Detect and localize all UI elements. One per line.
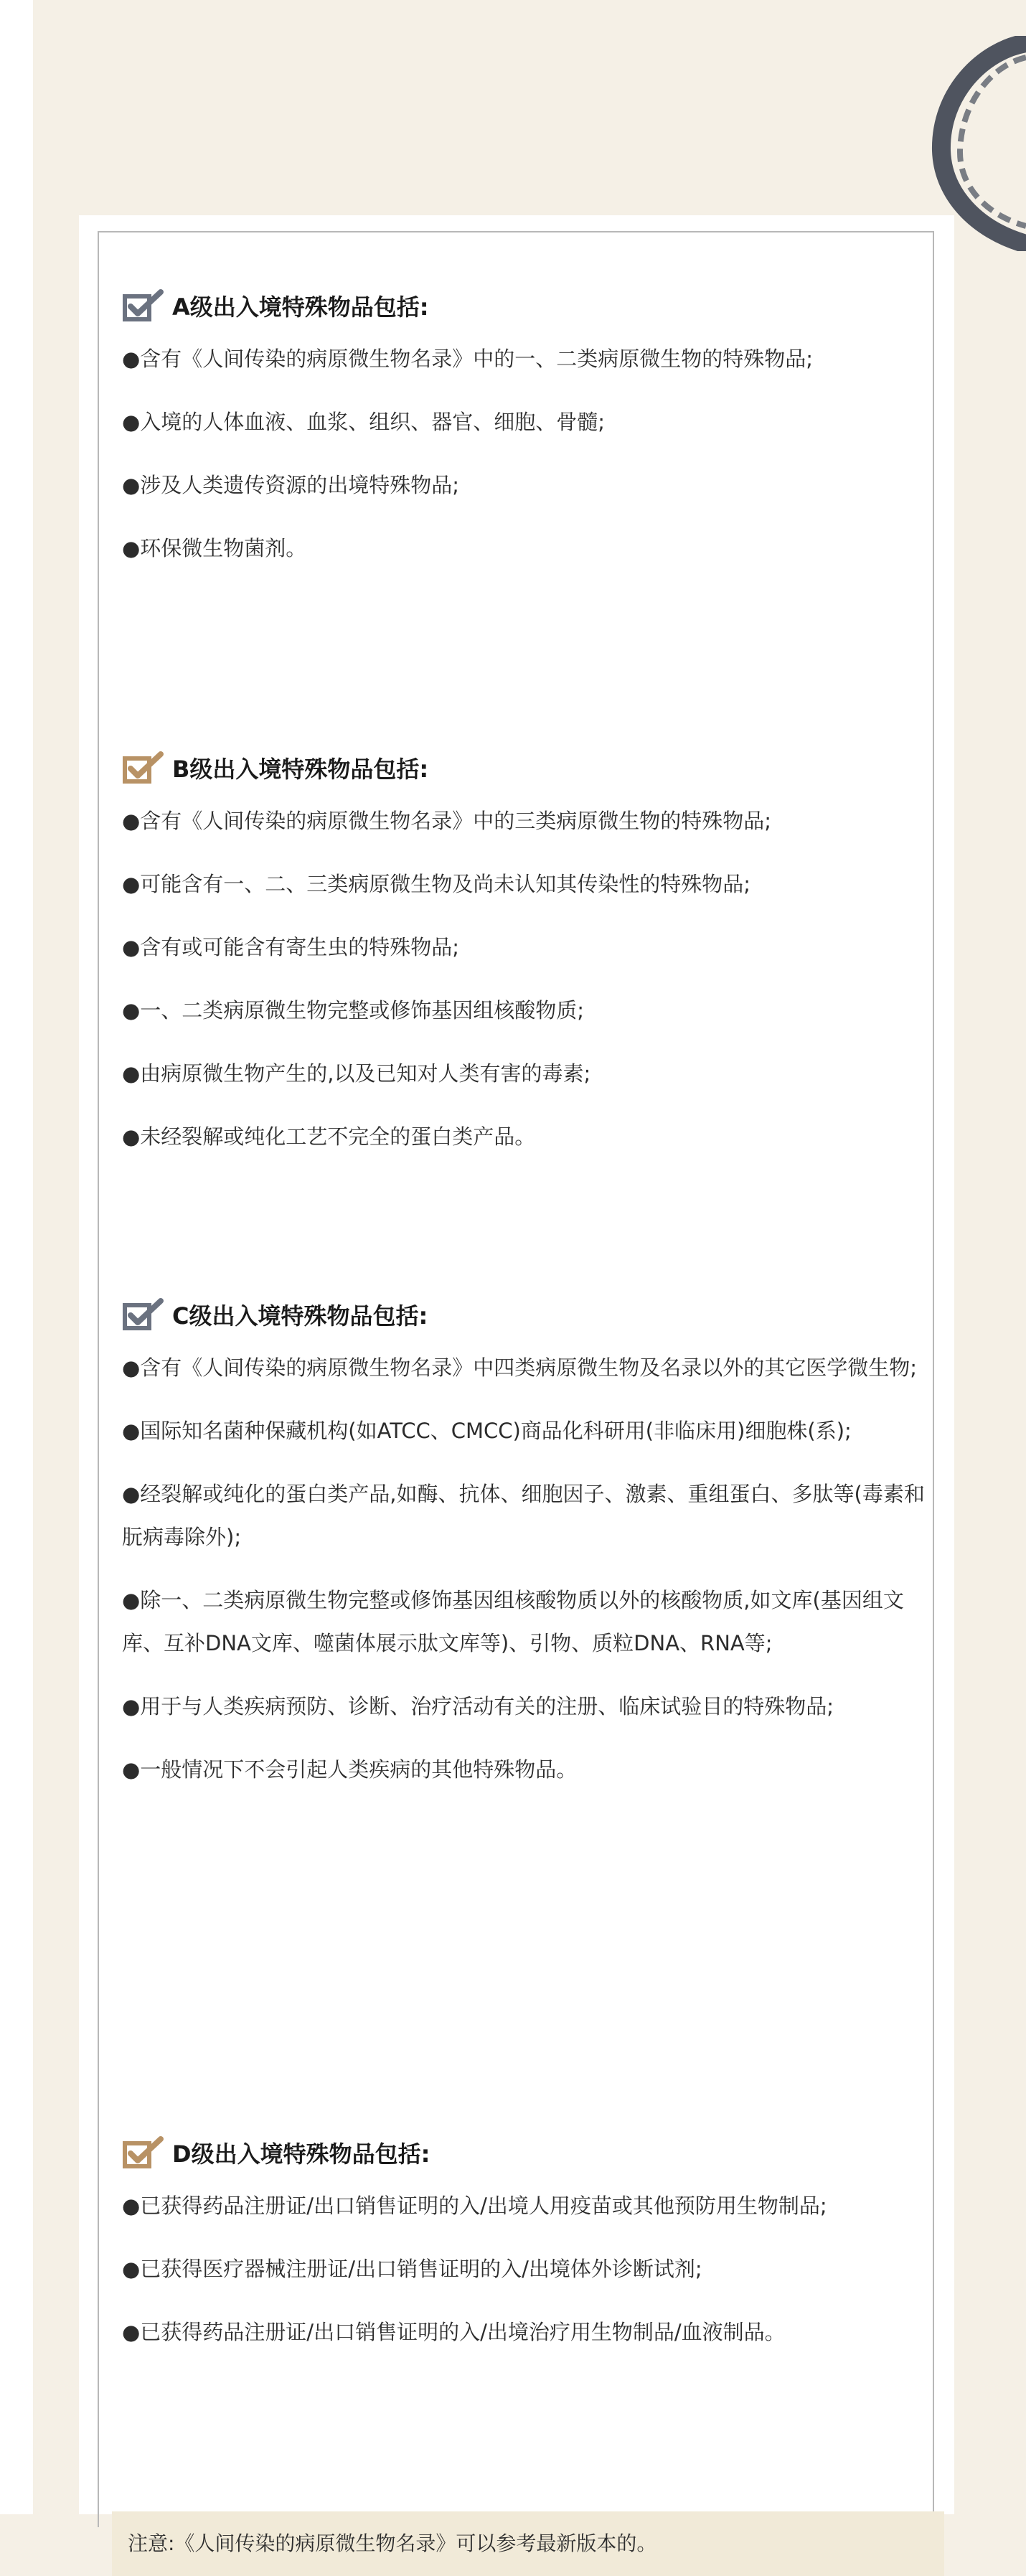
list-item: ●环保微生物菌剂。 bbox=[122, 536, 307, 560]
list-item: ●已获得药品注册证/出口销售证明的入/出境治疗用生物制品/血液制品。 bbox=[122, 2320, 786, 2344]
list-item: ●经裂解或纯化的蛋白类产品,如酶、抗体、细胞因子、激素、重组蛋白、多肽等(毒素和朊病毒除外); bbox=[122, 1482, 925, 1549]
list-item: ●已获得医疗器械注册证/出口销售证明的入/出境体外诊断试剂; bbox=[122, 2257, 702, 2281]
list-item: ●含有《人间传染的病原微生物名录》中四类病原微生物及名录以外的其它医学微生物; bbox=[122, 1355, 918, 1380]
section-a-title: A级出入境特殊物品包括: bbox=[172, 293, 429, 321]
list-item: ●已获得药品注册证/出口销售证明的入/出境人用疫苗或其他预防用生物制品; bbox=[122, 2194, 827, 2218]
list-item: ●除一、二类病原微生物完整或修饰基因组核酸物质以外的核酸物质,如文库(基因组文库、互补DNA文库、噬菌体展示肽文库等)、引物、质粒DNA、RNA等; bbox=[122, 1588, 904, 1655]
note-box: 注意:《人间传染的病原微生物名录》可以参考最新版本的。 bbox=[112, 2511, 944, 2576]
section-d bbox=[122, 2131, 926, 2354]
section-b-header bbox=[122, 746, 926, 789]
section-a-header bbox=[122, 284, 926, 327]
list-item: ●含有《人间传染的病原微生物名录》中的一、二类病原微生物的特殊物品; bbox=[122, 347, 814, 371]
section-c-header bbox=[122, 1293, 926, 1336]
section-b bbox=[122, 746, 926, 1158]
list-item: ●涉及人类遗传资源的出境特殊物品; bbox=[122, 473, 460, 497]
list-item: ●入境的人体血液、血浆、组织、器官、细胞、骨髓; bbox=[122, 410, 606, 434]
checkbox-check-icon bbox=[122, 751, 164, 784]
section-c-title: C级出入境特殊物品包括: bbox=[172, 1302, 428, 1330]
checkbox-check-icon bbox=[122, 289, 164, 322]
list-item: ●含有或可能含有寄生虫的特殊物品; bbox=[122, 935, 460, 959]
content-card bbox=[79, 215, 954, 2555]
list-item: ●可能含有一、二、三类病原微生物及尚未认知其传染性的特殊物品; bbox=[122, 872, 751, 896]
section-d-header bbox=[122, 2131, 926, 2174]
list-item: ●含有《人间传染的病原微生物名录》中的三类病原微生物的特殊物品; bbox=[122, 809, 772, 833]
list-item: ●国际知名菌种保藏机构(如ATCC、CMCC)商品化科研用(非临床用)细胞株(系); bbox=[122, 1419, 852, 1443]
checkbox-check-icon bbox=[122, 1298, 164, 1331]
section-b-title: B级出入境特殊物品包括: bbox=[172, 756, 429, 783]
list-item: ●未经裂解或纯化工艺不完全的蛋白类产品。 bbox=[122, 1124, 536, 1149]
section-d-title: D级出入境特殊物品包括: bbox=[172, 2140, 430, 2168]
checkbox-check-icon bbox=[122, 2136, 164, 2169]
section-a bbox=[122, 284, 926, 570]
section-c bbox=[122, 1293, 926, 1791]
list-item: ●用于与人类疾病预防、诊断、治疗活动有关的注册、临床试验目的特殊物品; bbox=[122, 1694, 834, 1719]
list-item: ●一、二类病原微生物完整或修饰基因组核酸物质; bbox=[122, 998, 585, 1023]
left-margin-strip bbox=[0, 0, 33, 2514]
list-item: ●由病原微生物产生的,以及已知对人类有害的毒素; bbox=[122, 1061, 591, 1086]
list-item: ●一般情况下不会引起人类疾病的其他特殊物品。 bbox=[122, 1757, 578, 1782]
